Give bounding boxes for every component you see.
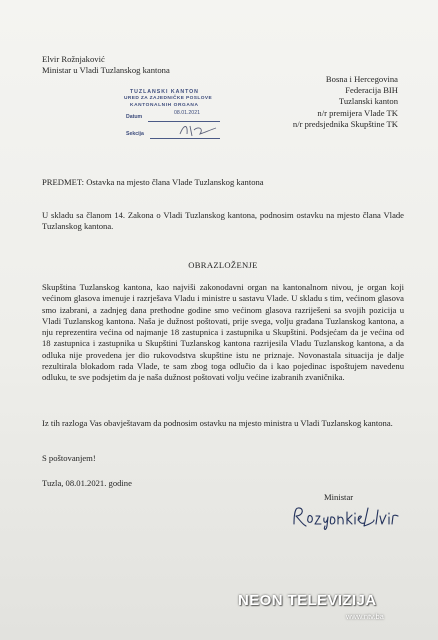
recipient-line-3: Tuzlanski kanton [338, 96, 398, 106]
recipient-line-2: Federacija BIH [345, 85, 398, 95]
closing-paragraph: Iz tih razloga Vas obavještavam da podnosim ostavku na mjesto ministra u Vladi Tuzlanskog kantona. [42, 418, 393, 428]
stamp-section-label: Sekcija [126, 131, 144, 137]
stamp-initials-scribble [178, 122, 218, 138]
stamp-line-2: URED ZA ZAJEDNIČKE POSLOVE [124, 96, 213, 101]
body-paragraph: Skupština Tuzlanskog kantona, kao najviši zakonodavni organ na kantonalnom nivou, je organ koji većinom glasova imenuje i razrješava Vladu i ministre u sastavu Vlade. U skladu s tim, većinom glasova smo izabrani, a zadnjeg dana prethodne godine smo većinom glasova razriješeni sa svojih pozicija u Vladi Tuzlanskog kantona. Naša je dužnost poštovati, prije svega, volju građana Tuzlanskog kantona, a nju reprezentira većina od najmanje 18 zastupnica i zastupnika u Skupštini. Podsjećam da je većina od 18 zastupnica i zastupnika u Skupštini Tuzlanskog kantona razrijesila Vladu Tuzlanskog kantona, a da odluka nije provedena jer dio rukovodstva skupštine istu ne priznaje. Novonastala situacija je dalje rezultirala blokadom rada Vlade, te sam zbog toga odlučio da i kao pojedinac ispoštujem navedenu odluku, te sve podsjetim da je naša dužnost poštovati volju većine izabranih zvaničnika. [42, 282, 404, 383]
tv-watermark-url: www.ntv.ba [346, 612, 384, 621]
sender-name: Elvir Rožnjaković [42, 54, 105, 64]
section-heading: OBRAZLOŽENJE [188, 260, 258, 270]
recipient-line-5: n/r predsjednika Skupštine TK [292, 119, 398, 129]
intro-paragraph: U skladu sa članom 14. Zakona o Vladi Tuzlanskog kantona, podnosim ostavku na mjesto člana Vlade Tuzlanskog kantona. [42, 210, 404, 232]
stamp-date-label: Datum [126, 114, 143, 120]
tv-watermark-brand: NEON TELEVIZIJA [238, 592, 377, 609]
salutation: S poštovanjem! [42, 453, 96, 463]
stamp-line-3: KANTONALNIH ORGANA [130, 103, 199, 108]
handwritten-signature [290, 502, 400, 532]
stamp-date-value: 08.01.2021 [174, 110, 200, 116]
recipient-line-4: n/r premijera Vlade TK [317, 108, 398, 118]
subject-line: PREDMET: Ostavka na mjesto člana Vlade Tuzlanskog kantona [42, 177, 264, 187]
sender-position: Ministar u Vladi Tuzlanskog kantona [42, 65, 170, 75]
recipient-line-1: Bosna i Hercegovina [325, 74, 398, 84]
signature-label: Ministar [324, 492, 354, 502]
place-and-date: Tuzla, 08.01.2021. godine [42, 478, 132, 488]
stamp-line-1: TUZLANSKI KANTON [130, 89, 199, 95]
stamp-section-line [150, 138, 220, 139]
